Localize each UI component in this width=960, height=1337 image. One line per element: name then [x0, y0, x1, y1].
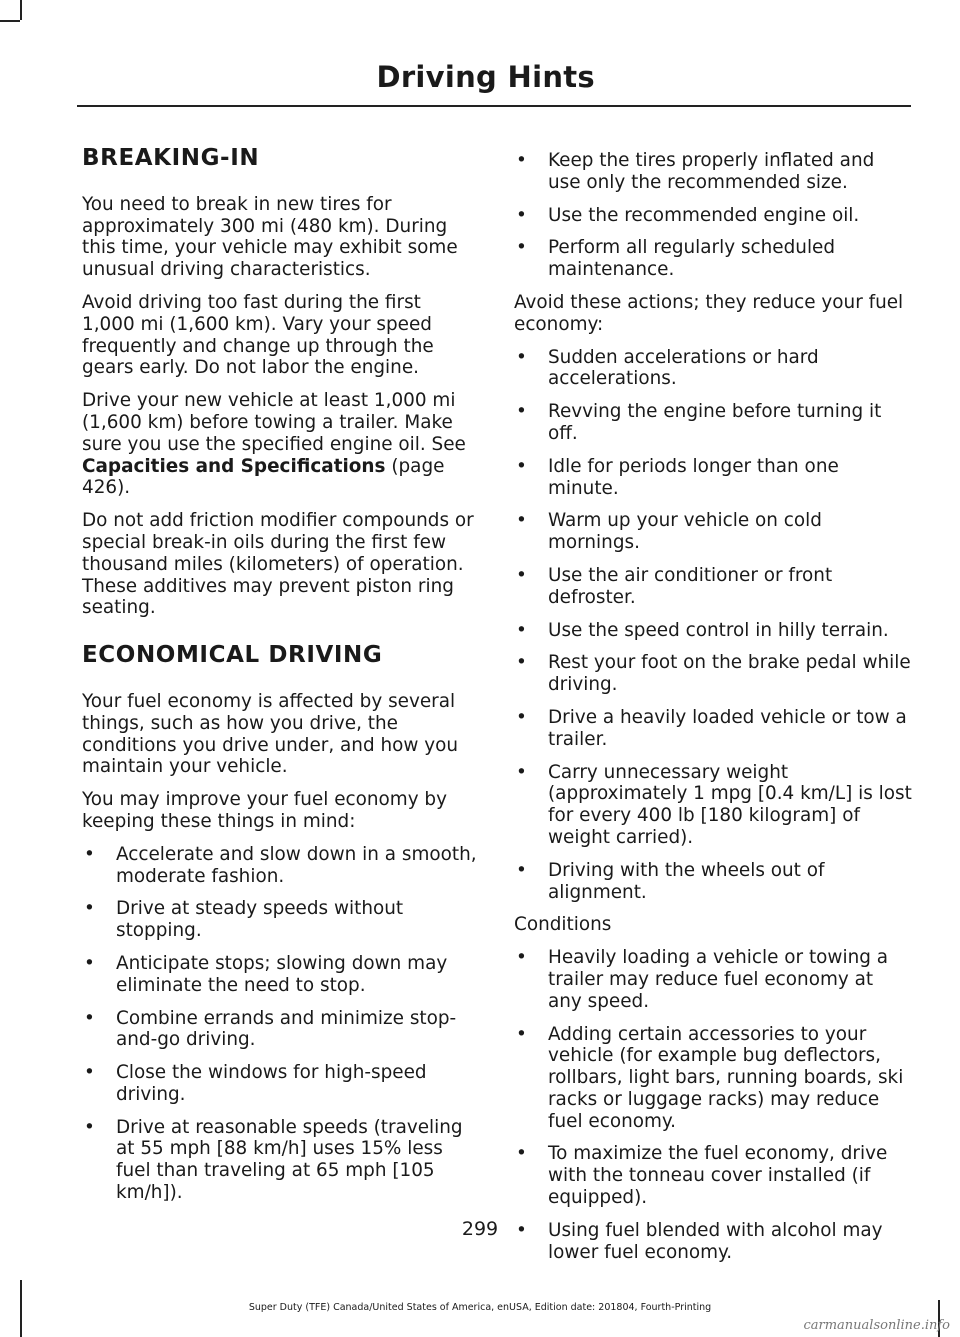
left-column [82, 140, 477, 1215]
capacities-link[interactable]: Capacities and Specifications [82, 455, 386, 477]
page-reference: (page 426). [82, 455, 445, 499]
list-item-text: Combine errands and minimize stop-and-go driving. [116, 1007, 457, 1051]
bullet-icon: • [516, 564, 527, 586]
bullet-icon: • [516, 455, 527, 477]
list-item-text: Close the windows for high-speed driving. [116, 1062, 427, 1105]
list-item-text: Driving with the wheels out of alignment. [548, 859, 825, 903]
bullet-icon: • [84, 843, 95, 865]
right-column [514, 150, 912, 1274]
bullet-icon: • [516, 761, 527, 783]
list-item [514, 565, 912, 609]
paragraph-with-reference [82, 390, 477, 499]
list-item [514, 456, 912, 500]
list-item-text: Carry unnecessary weight (approximately 1 mpg [0.4 km/L] is lost for every 400 lb [180 kilogram] of weight carried). [548, 761, 912, 848]
paragraph: You need to break in new tires for approximately 300 mi (480 km). During this time, your vehicle may exhibit some unusual driving characteristics. [82, 193, 458, 281]
list-item [514, 401, 912, 445]
list-item-text: Revving the engine before turning it off. [548, 401, 882, 444]
list-item [514, 347, 912, 391]
paragraph: Avoid these actions; they reduce your fuel economy: [514, 291, 904, 335]
bullet-icon: • [516, 346, 527, 368]
list-item [514, 205, 912, 227]
page-number: 299 [461, 1218, 499, 1240]
list-item-text: Use the air conditioner or front defroster. [548, 564, 833, 608]
crop-mark-top-left-h [0, 20, 20, 22]
bullet-list [514, 150, 912, 281]
list-item [514, 860, 912, 904]
bullet-icon: • [84, 1062, 95, 1084]
list-item [514, 150, 912, 194]
paragraph: You may improve your fuel economy by keeping these things in mind: [82, 789, 447, 832]
bullet-icon: • [516, 619, 527, 641]
page-title: Driving Hints [376, 60, 595, 94]
list-item-text: Idle for periods longer than one minute. [548, 455, 839, 499]
list-item-text: Using fuel blended with alcohol may lower fuel economy. [548, 1219, 883, 1263]
list-item-text: Drive at reasonable speeds (traveling at 55 mph [88 km/h] uses 15% less fuel than traveling at 65 mph [105 km/h]). [116, 1116, 463, 1204]
watermark: carmanualsonline.info [803, 1318, 950, 1333]
bullet-icon: • [516, 510, 527, 532]
bullet-icon: • [516, 237, 527, 259]
list-item-text: Heavily loading a vehicle or towing a trailer may reduce fuel economy at any speed. [548, 947, 889, 1012]
bullet-icon: • [516, 859, 527, 881]
list-item-text: To maximize the fuel economy, drive with the tonneau cover installed (if equipped). [548, 1143, 888, 1209]
bullet-icon: • [84, 898, 95, 920]
bullet-list [82, 844, 477, 1204]
list-item [82, 1008, 477, 1052]
list-item-text: Drive a heavily loaded vehicle or tow a trailer. [548, 706, 907, 750]
list-item [514, 762, 912, 849]
list-item [82, 953, 477, 997]
list-item [514, 947, 912, 1012]
bullet-icon: • [516, 204, 527, 226]
bullet-icon: • [516, 947, 527, 969]
section-heading-economical-driving: ECONOMICAL DRIVING [82, 642, 383, 669]
bullet-list [514, 947, 912, 1263]
list-item [514, 1143, 912, 1208]
bullet-icon: • [516, 150, 527, 171]
header-divider [77, 105, 911, 107]
bullet-icon: • [84, 952, 95, 974]
list-item-text: Use the speed control in hilly terrain. [548, 619, 889, 641]
list-item-text: Drive at steady speeds without stopping. [116, 898, 404, 942]
list-item [514, 237, 912, 281]
section-heading-breaking-in: BREAKING-IN [82, 145, 260, 171]
list-item [82, 1117, 477, 1204]
footer-edition-info: Super Duty (TFE) Canada/United States of America, enUSA, Edition date: 201804, Fourth-Printing [248, 1302, 712, 1313]
bullet-icon: • [84, 1007, 95, 1029]
list-item [82, 898, 477, 942]
list-item [514, 707, 912, 751]
list-item-text: Use the recommended engine oil. [548, 204, 860, 226]
bullet-icon: • [516, 652, 527, 674]
bullet-icon: • [516, 401, 527, 423]
bullet-list [514, 347, 912, 904]
list-item [514, 510, 912, 554]
list-item-text: Anticipate stops; slowing down may eliminate the need to stop. [116, 952, 448, 996]
paragraph: Do not add friction modifier compounds or special break-in oils during the first few thousand miles (kilometers) of operation. These additives may prevent piston ring seating. [82, 510, 474, 619]
list-item-text: Sudden accelerations or hard accelerations. [548, 346, 819, 390]
list-item-text: Perform all regularly scheduled maintenance. [548, 237, 836, 281]
list-item [514, 1024, 912, 1133]
list-item [82, 844, 477, 888]
bullet-icon: • [516, 1143, 527, 1165]
list-item-text: Keep the tires properly inflated and use only the recommended size. [548, 150, 875, 193]
paragraph: Avoid driving too fast during the first 1,000 mi (1,600 km). Vary your speed frequently and change up through the gears early. Do not labor the engine. [82, 291, 434, 379]
bullet-icon: • [84, 1116, 95, 1138]
list-item-text: Rest your foot on the brake pedal while driving. [548, 652, 911, 696]
bullet-icon: • [516, 1023, 527, 1045]
crop-mark-top-left [20, 0, 22, 20]
paragraph-text: Drive your new vehicle at least 1,000 mi (1,600 km) before towing a trailer. Make sure you use the specified engine oil. See [82, 390, 466, 455]
list-item-text: Accelerate and slow down in a smooth, moderate fashion. [116, 843, 477, 887]
list-item [514, 652, 912, 696]
subheading-conditions: Conditions [514, 914, 612, 936]
list-item [514, 620, 912, 642]
list-item [82, 1062, 477, 1106]
paragraph: Your fuel economy is affected by several things, such as how you drive, the conditions you drive under, and how you maintain your vehicle. [82, 690, 459, 778]
list-item-text: Adding certain accessories to your vehicle (for example bug deflectors, rollbars, light bars, running boards, ski racks or luggage racks) may reduce fuel economy. [548, 1023, 904, 1132]
bullet-icon: • [516, 706, 527, 728]
list-item-text: Warm up your vehicle on cold mornings. [548, 510, 822, 554]
bullet-icon: • [516, 1219, 527, 1241]
